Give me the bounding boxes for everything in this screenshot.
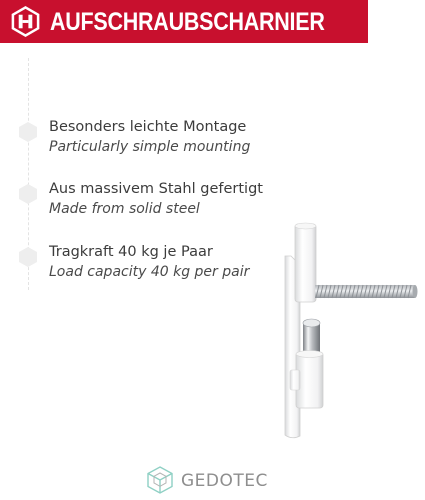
feature-title: Besonders leichte Montage xyxy=(49,119,247,135)
brand-name: GEDOTEC xyxy=(181,471,268,491)
feature-subtitle: Load capacity 40 kg per pair xyxy=(49,264,250,280)
brand-logo xyxy=(143,462,283,498)
hexagon-bullet-icon xyxy=(18,183,38,205)
hexagon-bullet-icon xyxy=(18,246,38,268)
hexagon-bullet-icon xyxy=(18,121,38,143)
feature-subtitle: Particularly simple mounting xyxy=(49,139,251,155)
title-banner xyxy=(0,0,368,43)
feature-item-mounting xyxy=(18,118,338,164)
feature-subtitle: Made from solid steel xyxy=(49,201,200,217)
cube-logo-icon xyxy=(145,465,175,495)
feature-title: Tragkraft 40 kg je Paar xyxy=(49,244,213,260)
hinge-product-image xyxy=(270,210,425,440)
page-title: AUFSCHRAUBSCHARNIER xyxy=(50,8,325,36)
feature-title: Aus massivem Stahl gefertigt xyxy=(49,181,263,197)
hinge-logo-icon xyxy=(10,6,41,37)
